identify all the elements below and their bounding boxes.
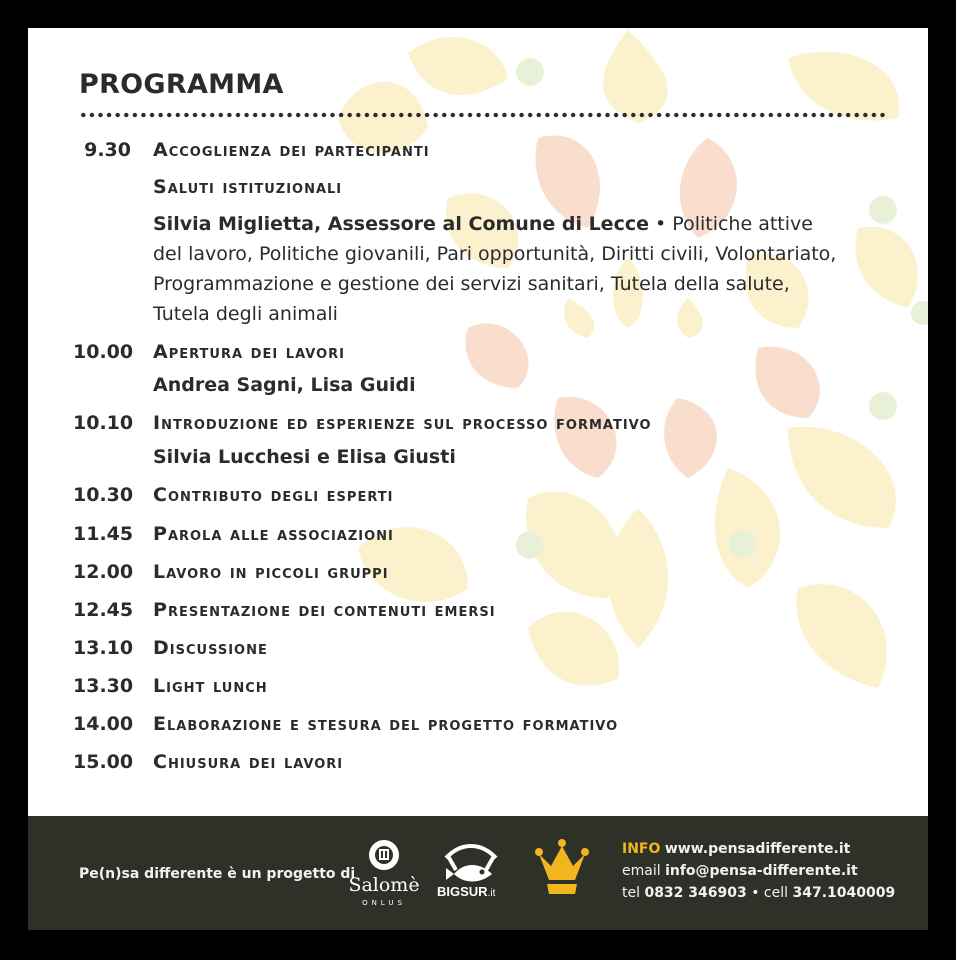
- program-time: 10.00: [73, 341, 134, 363]
- dotted-divider: [79, 112, 885, 118]
- program-time: 15.00: [73, 751, 134, 773]
- program-time: 9.30: [84, 139, 131, 161]
- svg-text:BIGSUR.it: BIGSUR.it: [437, 884, 496, 899]
- email-link[interactable]: info@pensa-differente.it: [665, 863, 858, 879]
- program-time: 14.00: [73, 713, 134, 735]
- program-title: lavoro in piccoli gruppi: [153, 561, 389, 583]
- website-link[interactable]: www.pensadifferente.it: [664, 841, 851, 857]
- program-title: light lunch: [153, 675, 268, 697]
- program-title: presentazione dei contenuti emersi: [153, 599, 496, 621]
- program-time: 13.30: [73, 675, 134, 697]
- program-time: 13.10: [73, 637, 134, 659]
- program-time: 10.10: [73, 412, 134, 434]
- bigsur-logo[interactable]: [436, 840, 506, 910]
- program-title: accoglienza dei partecipanti: [153, 139, 430, 161]
- contact-info: [622, 838, 895, 904]
- program-title: Saluti istituzionali: [153, 176, 343, 198]
- salome-logo[interactable]: [346, 834, 422, 914]
- bullet-separator: •: [751, 885, 760, 901]
- program-title: elaborazione e stesura del progetto formativo: [153, 713, 619, 735]
- svg-text:ONLUS: ONLUS: [362, 899, 406, 907]
- footer: [28, 816, 928, 930]
- program-card: [28, 28, 928, 816]
- program-title: discussione: [153, 637, 268, 659]
- program-speaker: Silvia Miglietta, Assessore al Comune di Lecce: [153, 213, 649, 235]
- program-details: [153, 209, 843, 329]
- program-time: 12.00: [73, 561, 134, 583]
- tel-label: tel: [622, 885, 640, 901]
- program-title: chiusura dei lavori: [153, 751, 344, 773]
- email-label: email: [622, 863, 661, 879]
- project-credit: Pe(n)sa differente è un progetto di: [79, 866, 356, 882]
- program-speaker: Andrea Sagni, Lisa Guidi: [153, 374, 416, 396]
- program-title: PROGRAMMA: [79, 69, 284, 100]
- program-time: 11.45: [73, 523, 134, 545]
- program-title: contributo degli esperti: [153, 484, 394, 506]
- program-title: introduzione ed esperienze sul processo formativo: [153, 412, 652, 434]
- tel-number[interactable]: 0832 346903: [644, 885, 747, 901]
- cell-number[interactable]: 347.1040009: [792, 885, 896, 901]
- program-description: Politiche attive del lavoro, Politiche giovanili, Pari opportunità, Diritti civili, Volontariato, Programmazione e gestione dei servizi sanitari, Tutela della salute, Tutela degli animali: [153, 213, 837, 325]
- program-speaker: Silvia Lucchesi e Elisa Giusti: [153, 446, 456, 468]
- svg-text:Salomè: Salomè: [348, 874, 420, 896]
- cell-label: cell: [763, 885, 789, 901]
- program-time: 10.30: [73, 484, 134, 506]
- program-title: parola alle associazioni: [153, 523, 394, 545]
- program-title: apertura dei lavori: [153, 341, 345, 363]
- info-label: INFO: [622, 841, 661, 857]
- crown-logo[interactable]: [533, 834, 591, 898]
- program-time: 12.45: [73, 599, 134, 621]
- bullet-separator: •: [655, 213, 667, 235]
